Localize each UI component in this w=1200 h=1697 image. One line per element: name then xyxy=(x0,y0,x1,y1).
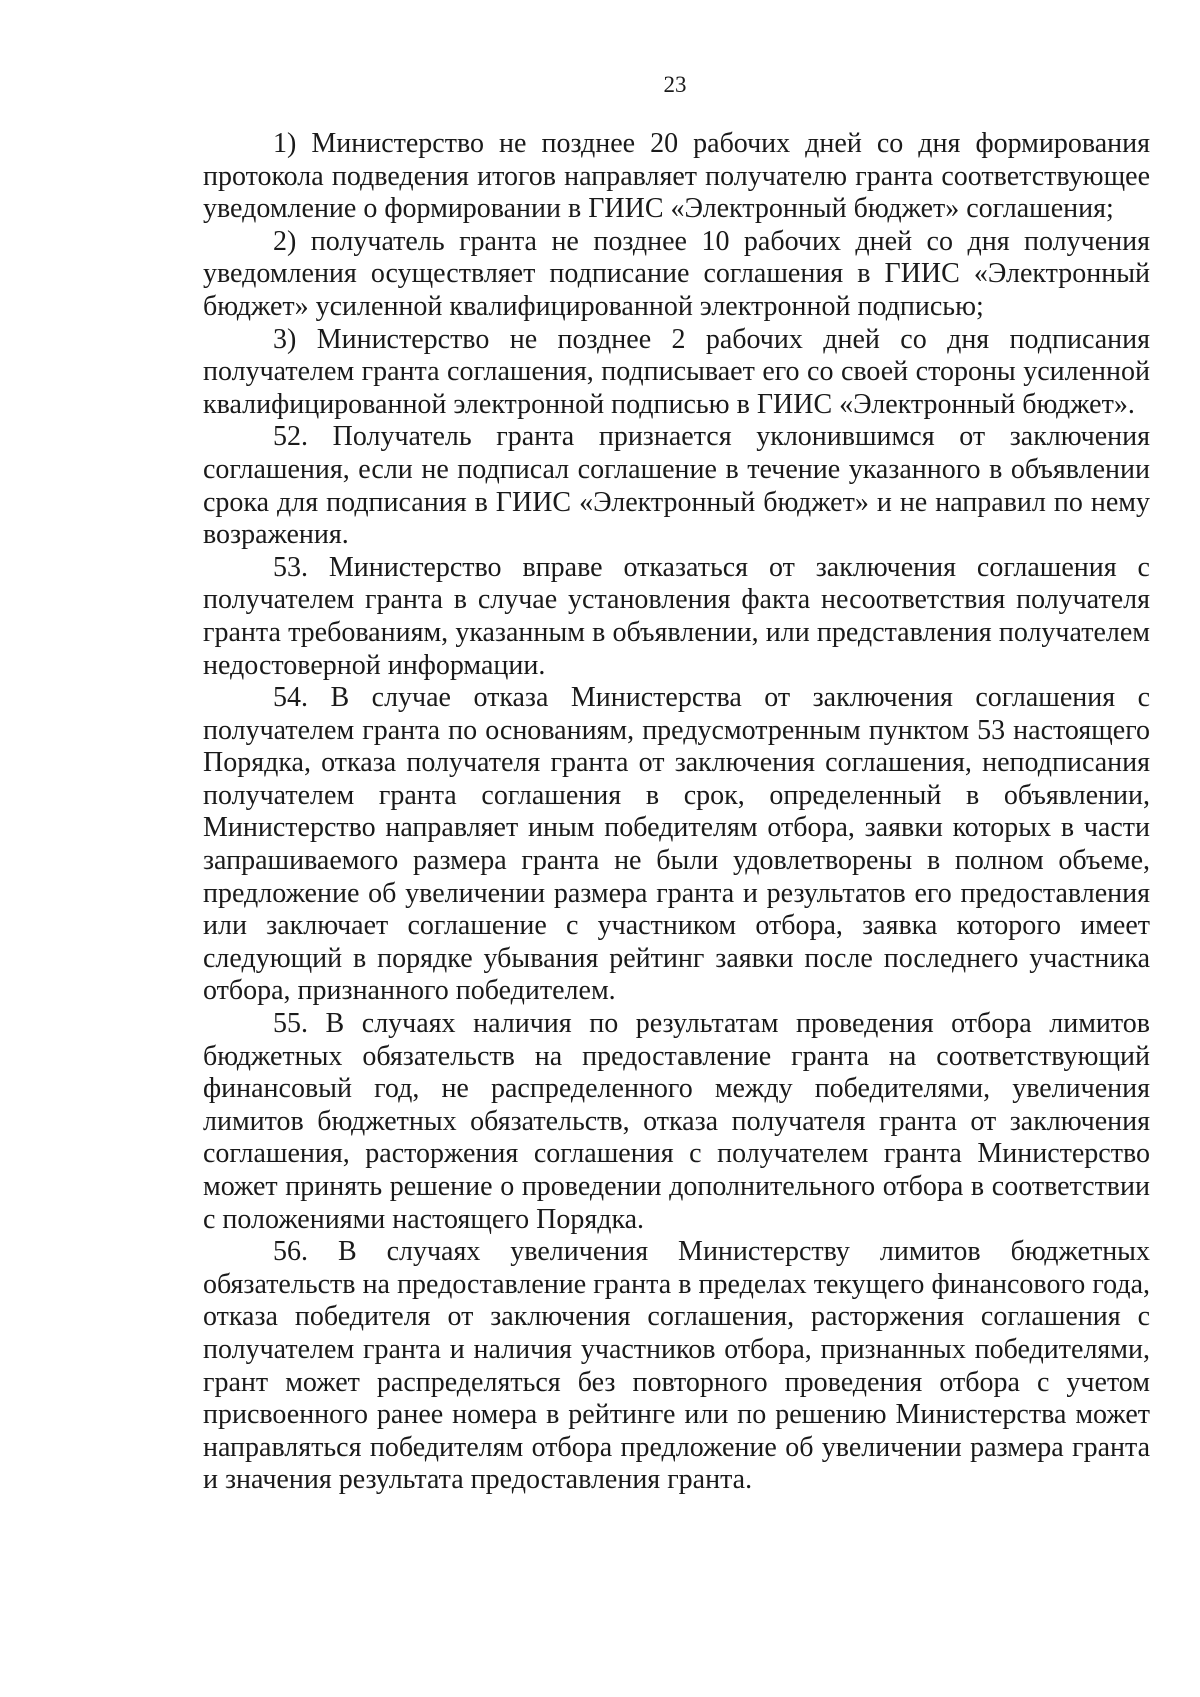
paragraph-clause-53: 53. Министерство вправе отказаться от заключения соглашения с получателем гранта в случае установления факта несоответствия получателя гранта требованиям, указанным в объявлении, или представления получателем недостоверной информации. xyxy=(203,551,1150,681)
paragraph-subitem-1: 1) Министерство не позднее 20 рабочих дней со дня формирования протокола подведения итогов направляет получателю гранта соответствующее уведомление о формировании в ГИИС «Электронный бюджет» соглашения; xyxy=(203,128,1150,225)
paragraph-subitem-2: 2) получатель гранта не позднее 10 рабочих дней со дня получения уведомления осуществляет подписание соглашения в ГИИС «Электронный бюджет» усиленной квалифицированной электронной подписью; xyxy=(203,225,1150,322)
paragraph-subitem-3: 3) Министерство не позднее 2 рабочих дней со дня подписания получателем гранта соглашения, подписывает его со своей стороны усиленной квалифицированной электронной подписью в ГИИС «Электронный бюджет». xyxy=(203,323,1150,420)
paragraph-clause-56: 56. В случаях увеличения Министерству лимитов бюджетных обязательств на предоставление гранта в пределах текущего финансового года, отказа победителя от заключения соглашения, расторжения соглашения с получателем гранта и наличия участников отбора, признанных победителями, грант может распределяться без повторного проведения отбора с учетом присвоенного ранее номера в рейтинге или по решению Министерства может направляться победителям отбора предложение об увеличении размера гранта и значения результата предоставления гранта. xyxy=(203,1236,1150,1496)
document-body xyxy=(203,128,1150,1497)
page-number: 23 xyxy=(663,72,687,97)
paragraph-clause-54: 54. В случае отказа Министерства от заключения соглашения с получателем гранта по основаниям, предусмотренным пунктом 53 настоящего Порядка, отказа получателя гранта от заключения соглашения, неподписания получателем гранта соглашения в срок, определенный в объявлении, Министерство направляет иным победителям отбора, заявки которых в части запрашиваемого размера гранта не были удовлетворены в полном объеме, предложение об увеличении размера гранта и результатов его предоставления или заключает соглашение с участником отбора, заявка которого имеет следующий в порядке убывания рейтинг заявки после последнего участника отбора, признанного победителем. xyxy=(203,682,1150,1007)
paragraph-clause-55: 55. В случаях наличия по результатам проведения отбора лимитов бюджетных обязательств на предоставление гранта на соответствующий финансовый год, не распределенного между победителями, увеличения лимитов бюджетных обязательств, отказа получателя гранта от заключения соглашения, расторжения соглашения с получателем гранта Министерство может принять решение о проведении дополнительного отбора в соответствии с положениями настоящего Порядка. xyxy=(203,1008,1150,1235)
paragraph-clause-52: 52. Получатель гранта признается уклонившимся от заключения соглашения, если не подписал соглашение в течение указанного в объявлении срока для подписания в ГИИС «Электронный бюджет» и не направил по нему возражения. xyxy=(203,421,1150,551)
